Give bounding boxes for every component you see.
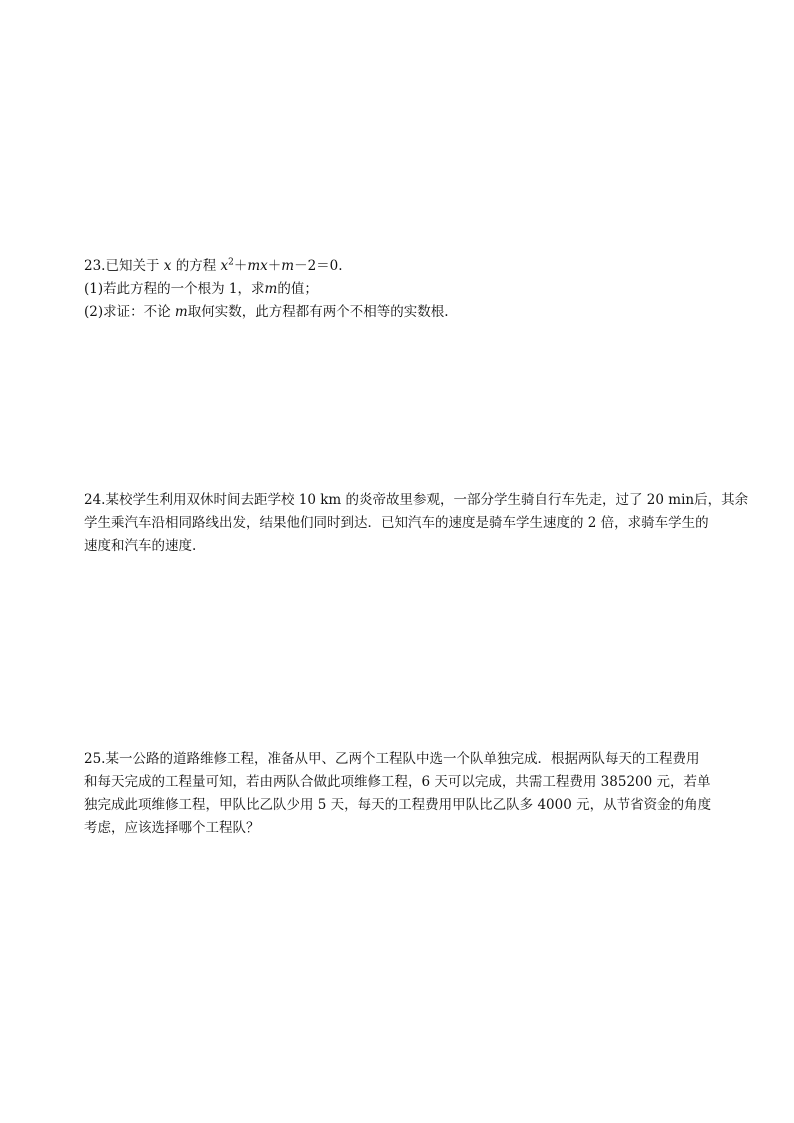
problem-25-line-1 xyxy=(84,748,724,771)
text-segment: ＋ xyxy=(267,258,282,274)
text-segment: 的值； xyxy=(277,281,318,297)
text-segment: 某校学生利用双休时间去距学校 10 km 的炎帝故里参观，一部分学生骑自行车先走，过了 20 min后，其余 xyxy=(105,492,749,508)
text-segment: (2)求证：不论 xyxy=(84,304,175,320)
problem-24-line-3: 速度和汽车的速度. xyxy=(84,538,197,554)
problem-23-line-1 xyxy=(84,255,724,278)
exponent: 2 xyxy=(228,257,234,268)
variable-m: m xyxy=(281,258,295,274)
problem-24 xyxy=(84,489,749,558)
text-segment: 取何实数，此方程都有两个不相等的实数根. xyxy=(187,304,449,320)
text-segment: 某一公路的道路维修工程，准备从甲、乙两个工程队中选一个队单独完成．根据两队每天的工程费用 xyxy=(105,751,700,767)
text-segment: 的方程 xyxy=(171,258,221,274)
variable-m: m xyxy=(264,281,278,297)
problem-23 xyxy=(84,255,724,324)
problem-number: 23. xyxy=(84,258,106,274)
problem-number: 25. xyxy=(84,751,106,767)
problem-25-line-2: 和每天完成的工程量可知，若由两队合做此项维修工程，6 天可以完成，共需工程费用 385200 元，若单 xyxy=(84,774,711,790)
problem-25-line-3: 独完成此项维修工程，甲队比乙队少用 5 天，每天的工程费用甲队比乙队多 4000 元，从节省资金的角度 xyxy=(84,797,712,813)
problem-23-part-2 xyxy=(84,301,724,324)
problem-23-part-1 xyxy=(84,278,724,301)
problem-25 xyxy=(84,748,724,840)
text-segment: 已知关于 xyxy=(105,258,164,274)
variable-m: m xyxy=(174,304,188,320)
text-segment: ＋ xyxy=(233,258,248,274)
text-segment: －2＝0. xyxy=(294,258,343,274)
problem-25-line-4: 考虑，应该选择哪个工程队？ xyxy=(84,820,260,836)
variable-mx: mx xyxy=(247,258,268,274)
variable-x: x xyxy=(220,258,229,274)
problem-24-line-2: 学生乘汽车沿相同路线出发，结果他们同时到达．已知汽车的速度是骑车学生速度的 2 倍，求骑车学生的 xyxy=(84,515,709,531)
problem-number: 24. xyxy=(84,492,106,508)
text-segment: (1)若此方程的一个根为 1，求 xyxy=(84,281,265,297)
variable-x: x xyxy=(163,258,172,274)
problem-24-line-1 xyxy=(84,489,749,512)
